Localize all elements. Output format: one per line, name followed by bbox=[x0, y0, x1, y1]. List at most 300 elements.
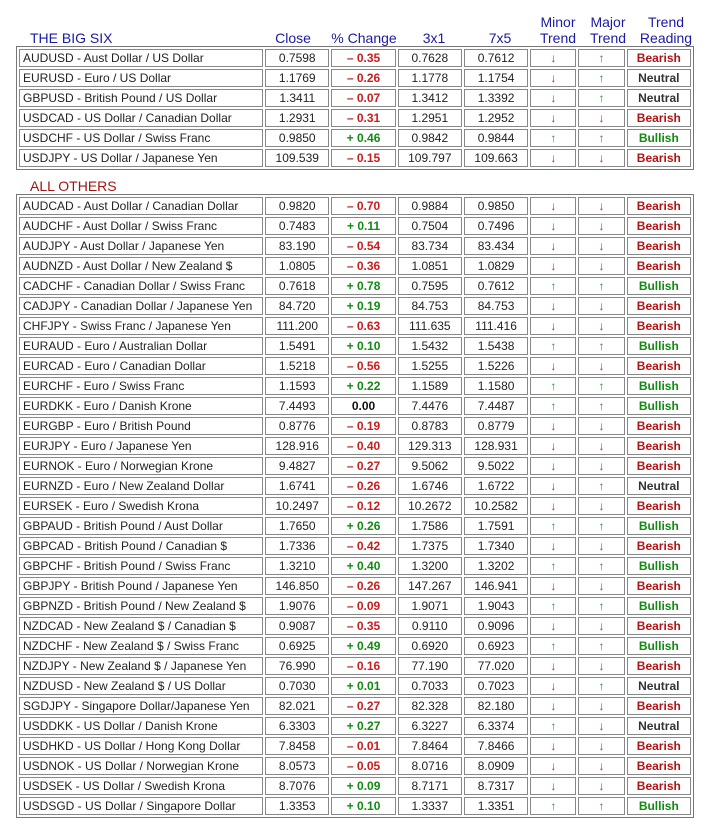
pair-cell: EURCAD - Euro / Canadian Dollar bbox=[19, 357, 263, 375]
change-cell: – 0.35 bbox=[331, 49, 395, 67]
down-arrow-icon: ↓ bbox=[530, 149, 576, 167]
table-row bbox=[19, 717, 691, 735]
down-arrow-icon: ↓ bbox=[578, 717, 624, 735]
change-cell: – 0.27 bbox=[331, 697, 395, 715]
table-row bbox=[19, 757, 691, 775]
table-row bbox=[19, 377, 691, 395]
pair-cell: USDSEK - US Dollar / Swedish Krona bbox=[19, 777, 263, 795]
trend-7x5-cell: 0.9850 bbox=[464, 197, 528, 215]
down-arrow-icon: ↓ bbox=[578, 497, 624, 515]
trend-reading-cell: Bearish bbox=[627, 417, 691, 435]
table-row bbox=[19, 217, 691, 235]
pair-cell: EURJPY - Euro / Japanese Yen bbox=[19, 437, 263, 455]
close-cell: 76.990 bbox=[265, 657, 329, 675]
close-cell: 0.7598 bbox=[265, 49, 329, 67]
down-arrow-icon: ↓ bbox=[530, 437, 576, 455]
trend-reading-cell: Bullish bbox=[627, 517, 691, 535]
down-arrow-icon: ↓ bbox=[530, 537, 576, 555]
down-arrow-icon: ↓ bbox=[530, 417, 576, 435]
col-header-change: % Change bbox=[331, 30, 397, 46]
pair-cell: NZDJPY - New Zealand $ / Japanese Yen bbox=[19, 657, 263, 675]
trend-3x1-cell: 0.8783 bbox=[398, 417, 462, 435]
change-cell: + 0.22 bbox=[331, 377, 395, 395]
down-arrow-icon: ↓ bbox=[578, 297, 624, 315]
down-arrow-icon: ↓ bbox=[530, 89, 576, 107]
down-arrow-icon: ↓ bbox=[530, 497, 576, 515]
table-row bbox=[19, 197, 691, 215]
trend-3x1-cell: 1.7586 bbox=[398, 517, 462, 535]
col-header-minor-2: Trend bbox=[539, 30, 577, 46]
trend-7x5-cell: 0.7023 bbox=[464, 677, 528, 695]
close-cell: 1.1769 bbox=[265, 69, 329, 87]
close-cell: 1.7650 bbox=[265, 517, 329, 535]
down-arrow-icon: ↓ bbox=[530, 677, 576, 695]
up-arrow-icon: ↑ bbox=[578, 597, 624, 615]
up-arrow-icon: ↑ bbox=[530, 377, 576, 395]
pair-cell: CADJPY - Canadian Dollar / Japanese Yen bbox=[19, 297, 263, 315]
down-arrow-icon: ↓ bbox=[578, 149, 624, 167]
up-arrow-icon: ↑ bbox=[530, 597, 576, 615]
close-cell: 0.7030 bbox=[265, 677, 329, 695]
trend-7x5-cell: 7.4487 bbox=[464, 397, 528, 415]
close-cell: 0.6925 bbox=[265, 637, 329, 655]
pair-cell: AUDJPY - Aust Dollar / Japanese Yen bbox=[19, 237, 263, 255]
trend-7x5-cell: 84.753 bbox=[464, 297, 528, 315]
trend-3x1-cell: 7.8464 bbox=[398, 737, 462, 755]
down-arrow-icon: ↓ bbox=[578, 777, 624, 795]
trend-3x1-cell: 82.328 bbox=[398, 697, 462, 715]
trend-7x5-cell: 7.8466 bbox=[464, 737, 528, 755]
change-cell: – 0.27 bbox=[331, 457, 395, 475]
trend-7x5-cell: 0.7612 bbox=[464, 277, 528, 295]
table-row bbox=[19, 657, 691, 675]
table-row bbox=[19, 109, 691, 127]
trend-7x5-cell: 82.180 bbox=[464, 697, 528, 715]
table-row bbox=[19, 49, 691, 67]
pair-cell: GBPCHF - British Pound / Swiss Franc bbox=[19, 557, 263, 575]
down-arrow-icon: ↓ bbox=[578, 197, 624, 215]
trend-7x5-cell: 1.5438 bbox=[464, 337, 528, 355]
trend-7x5-cell: 109.663 bbox=[464, 149, 528, 167]
pair-cell: EURUSD - Euro / US Dollar bbox=[19, 69, 263, 87]
trend-reading-cell: Bearish bbox=[627, 777, 691, 795]
down-arrow-icon: ↓ bbox=[578, 617, 624, 635]
all-others-table bbox=[16, 194, 694, 818]
trend-3x1-cell: 1.3200 bbox=[398, 557, 462, 575]
trend-7x5-cell: 10.2582 bbox=[464, 497, 528, 515]
table-row bbox=[19, 277, 691, 295]
pair-cell: AUDCAD - Aust Dollar / Canadian Dollar bbox=[19, 197, 263, 215]
pair-cell: GBPAUD - British Pound / Aust Dollar bbox=[19, 517, 263, 535]
trend-reading-cell: Bearish bbox=[627, 49, 691, 67]
change-cell: – 0.12 bbox=[331, 497, 395, 515]
down-arrow-icon: ↓ bbox=[530, 297, 576, 315]
trend-7x5-cell: 1.7340 bbox=[464, 537, 528, 555]
trend-3x1-cell: 9.5062 bbox=[398, 457, 462, 475]
trend-3x1-cell: 0.7595 bbox=[398, 277, 462, 295]
table-row bbox=[19, 777, 691, 795]
trend-7x5-cell: 1.1754 bbox=[464, 69, 528, 87]
trend-3x1-cell: 1.1778 bbox=[398, 69, 462, 87]
trend-reading-cell: Neutral bbox=[627, 677, 691, 695]
change-cell: – 0.15 bbox=[331, 149, 395, 167]
change-cell: – 0.16 bbox=[331, 657, 395, 675]
trend-reading-cell: Bullish bbox=[627, 337, 691, 355]
up-arrow-icon: ↑ bbox=[578, 49, 624, 67]
table-row bbox=[19, 517, 691, 535]
pair-cell: EURNZD - Euro / New Zealand Dollar bbox=[19, 477, 263, 495]
trend-3x1-cell: 147.267 bbox=[398, 577, 462, 595]
trend-7x5-cell: 0.7496 bbox=[464, 217, 528, 235]
trend-3x1-cell: 1.7375 bbox=[398, 537, 462, 555]
close-cell: 1.1593 bbox=[265, 377, 329, 395]
close-cell: 82.021 bbox=[265, 697, 329, 715]
trend-reading-cell: Bearish bbox=[627, 757, 691, 775]
trend-reading-cell: Neutral bbox=[627, 477, 691, 495]
down-arrow-icon: ↓ bbox=[530, 657, 576, 675]
change-cell: + 0.10 bbox=[331, 337, 395, 355]
trend-7x5-cell: 8.7317 bbox=[464, 777, 528, 795]
col-header-close: Close bbox=[275, 30, 311, 46]
pair-cell: AUDNZD - Aust Dollar / New Zealand $ bbox=[19, 257, 263, 275]
pair-cell: NZDCAD - New Zealand $ / Canadian $ bbox=[19, 617, 263, 635]
down-arrow-icon: ↓ bbox=[578, 237, 624, 255]
down-arrow-icon: ↓ bbox=[530, 777, 576, 795]
trend-7x5-cell: 77.020 bbox=[464, 657, 528, 675]
up-arrow-icon: ↑ bbox=[578, 637, 624, 655]
pair-cell: EURDKK - Euro / Danish Krone bbox=[19, 397, 263, 415]
pair-cell: EURSEK - Euro / Swedish Krona bbox=[19, 497, 263, 515]
trend-reading-cell: Bearish bbox=[627, 217, 691, 235]
close-cell: 0.9087 bbox=[265, 617, 329, 635]
down-arrow-icon: ↓ bbox=[530, 257, 576, 275]
close-cell: 1.9076 bbox=[265, 597, 329, 615]
trend-3x1-cell: 1.1589 bbox=[398, 377, 462, 395]
up-arrow-icon: ↑ bbox=[578, 277, 624, 295]
pair-cell: AUDUSD - Aust Dollar / US Dollar bbox=[19, 49, 263, 67]
close-cell: 1.3353 bbox=[265, 797, 329, 815]
trend-3x1-cell: 77.190 bbox=[398, 657, 462, 675]
down-arrow-icon: ↓ bbox=[578, 357, 624, 375]
down-arrow-icon: ↓ bbox=[530, 477, 576, 495]
change-cell: – 0.56 bbox=[331, 357, 395, 375]
trend-reading-cell: Bullish bbox=[627, 397, 691, 415]
trend-3x1-cell: 0.7628 bbox=[398, 49, 462, 67]
close-cell: 1.7336 bbox=[265, 537, 329, 555]
trend-reading-cell: Bullish bbox=[627, 277, 691, 295]
trend-reading-cell: Bearish bbox=[627, 657, 691, 675]
trend-7x5-cell: 0.9096 bbox=[464, 617, 528, 635]
trend-3x1-cell: 8.7171 bbox=[398, 777, 462, 795]
trend-reading-cell: Bearish bbox=[627, 617, 691, 635]
trend-reading-cell: Bearish bbox=[627, 197, 691, 215]
trend-7x5-cell: 111.416 bbox=[464, 317, 528, 335]
trend-reading-cell: Bearish bbox=[627, 357, 691, 375]
trend-7x5-cell: 1.7591 bbox=[464, 517, 528, 535]
close-cell: 7.8458 bbox=[265, 737, 329, 755]
down-arrow-icon: ↓ bbox=[530, 757, 576, 775]
change-cell: – 0.70 bbox=[331, 197, 395, 215]
close-cell: 1.0805 bbox=[265, 257, 329, 275]
column-header-row bbox=[0, 14, 710, 48]
trend-3x1-cell: 0.6920 bbox=[398, 637, 462, 655]
down-arrow-icon: ↓ bbox=[578, 317, 624, 335]
close-cell: 128.916 bbox=[265, 437, 329, 455]
table-row bbox=[19, 577, 691, 595]
pair-cell: USDDKK - US Dollar / Danish Krone bbox=[19, 717, 263, 735]
down-arrow-icon: ↓ bbox=[578, 737, 624, 755]
table-row bbox=[19, 797, 691, 815]
trend-3x1-cell: 7.4476 bbox=[398, 397, 462, 415]
trend-7x5-cell: 1.3392 bbox=[464, 89, 528, 107]
close-cell: 8.7076 bbox=[265, 777, 329, 795]
trend-3x1-cell: 83.734 bbox=[398, 237, 462, 255]
change-cell: + 0.10 bbox=[331, 797, 395, 815]
table-row bbox=[19, 477, 691, 495]
trend-3x1-cell: 1.3337 bbox=[398, 797, 462, 815]
trend-7x5-cell: 0.7612 bbox=[464, 49, 528, 67]
col-header-7x5: 7x5 bbox=[488, 30, 512, 46]
table-row bbox=[19, 149, 691, 167]
down-arrow-icon: ↓ bbox=[530, 197, 576, 215]
change-cell: – 0.63 bbox=[331, 317, 395, 335]
up-arrow-icon: ↑ bbox=[578, 337, 624, 355]
up-arrow-icon: ↑ bbox=[578, 89, 624, 107]
down-arrow-icon: ↓ bbox=[530, 357, 576, 375]
trend-3x1-cell: 84.753 bbox=[398, 297, 462, 315]
change-cell: – 0.01 bbox=[331, 737, 395, 755]
down-arrow-icon: ↓ bbox=[578, 757, 624, 775]
close-cell: 0.7618 bbox=[265, 277, 329, 295]
table-row bbox=[19, 597, 691, 615]
table-row bbox=[19, 497, 691, 515]
change-cell: + 0.01 bbox=[331, 677, 395, 695]
down-arrow-icon: ↓ bbox=[578, 437, 624, 455]
trend-3x1-cell: 1.9071 bbox=[398, 597, 462, 615]
trend-3x1-cell: 129.313 bbox=[398, 437, 462, 455]
change-cell: + 0.78 bbox=[331, 277, 395, 295]
trend-7x5-cell: 8.0909 bbox=[464, 757, 528, 775]
trend-7x5-cell: 1.3202 bbox=[464, 557, 528, 575]
change-cell: – 0.07 bbox=[331, 89, 395, 107]
change-cell: 0.00 bbox=[331, 397, 395, 415]
pair-cell: EURCHF - Euro / Swiss Franc bbox=[19, 377, 263, 395]
close-cell: 0.7483 bbox=[265, 217, 329, 235]
close-cell: 84.720 bbox=[265, 297, 329, 315]
pair-cell: SGDJPY - Singapore Dollar/Japanese Yen bbox=[19, 697, 263, 715]
change-cell: + 0.40 bbox=[331, 557, 395, 575]
close-cell: 111.200 bbox=[265, 317, 329, 335]
trend-3x1-cell: 1.5255 bbox=[398, 357, 462, 375]
pair-cell: USDSGD - US Dollar / Singapore Dollar bbox=[19, 797, 263, 815]
table-row bbox=[19, 537, 691, 555]
down-arrow-icon: ↓ bbox=[578, 657, 624, 675]
close-cell: 1.3411 bbox=[265, 89, 329, 107]
pair-cell: GBPUSD - British Pound / US Dollar bbox=[19, 89, 263, 107]
col-header-trend-1: Trend bbox=[647, 14, 685, 30]
close-cell: 8.0573 bbox=[265, 757, 329, 775]
up-arrow-icon: ↑ bbox=[530, 557, 576, 575]
up-arrow-icon: ↑ bbox=[530, 277, 576, 295]
table-row bbox=[19, 417, 691, 435]
table-row bbox=[19, 457, 691, 475]
trend-3x1-cell: 0.7504 bbox=[398, 217, 462, 235]
trend-7x5-cell: 9.5022 bbox=[464, 457, 528, 475]
change-cell: – 0.40 bbox=[331, 437, 395, 455]
trend-7x5-cell: 1.6722 bbox=[464, 477, 528, 495]
up-arrow-icon: ↑ bbox=[530, 397, 576, 415]
close-cell: 1.5218 bbox=[265, 357, 329, 375]
close-cell: 1.6741 bbox=[265, 477, 329, 495]
table-row bbox=[19, 69, 691, 87]
trend-3x1-cell: 111.635 bbox=[398, 317, 462, 335]
trend-reading-cell: Bullish bbox=[627, 637, 691, 655]
down-arrow-icon: ↓ bbox=[578, 537, 624, 555]
pair-cell: EURAUD - Euro / Australian Dollar bbox=[19, 337, 263, 355]
col-header-trend-2: Reading bbox=[639, 30, 693, 46]
close-cell: 83.190 bbox=[265, 237, 329, 255]
big-six-table bbox=[16, 46, 694, 170]
trend-3x1-cell: 0.9884 bbox=[398, 197, 462, 215]
close-cell: 1.2931 bbox=[265, 109, 329, 127]
change-cell: – 0.05 bbox=[331, 757, 395, 775]
down-arrow-icon: ↓ bbox=[578, 257, 624, 275]
trend-7x5-cell: 0.9844 bbox=[464, 129, 528, 147]
trend-3x1-cell: 0.9110 bbox=[398, 617, 462, 635]
up-arrow-icon: ↑ bbox=[578, 517, 624, 535]
change-cell: + 0.11 bbox=[331, 217, 395, 235]
up-arrow-icon: ↑ bbox=[530, 337, 576, 355]
up-arrow-icon: ↑ bbox=[530, 517, 576, 535]
change-cell: – 0.09 bbox=[331, 597, 395, 615]
pair-cell: NZDCHF - New Zealand $ / Swiss Franc bbox=[19, 637, 263, 655]
pair-cell: GBPJPY - British Pound / Japanese Yen bbox=[19, 577, 263, 595]
trend-3x1-cell: 1.6746 bbox=[398, 477, 462, 495]
change-cell: + 0.27 bbox=[331, 717, 395, 735]
table-row bbox=[19, 257, 691, 275]
down-arrow-icon: ↓ bbox=[530, 49, 576, 67]
col-header-minor-1: Minor bbox=[540, 14, 576, 30]
trend-reading-cell: Neutral bbox=[627, 89, 691, 107]
down-arrow-icon: ↓ bbox=[578, 697, 624, 715]
change-cell: + 0.26 bbox=[331, 517, 395, 535]
trend-reading-cell: Bearish bbox=[627, 109, 691, 127]
table-row bbox=[19, 617, 691, 635]
down-arrow-icon: ↓ bbox=[530, 617, 576, 635]
trend-7x5-cell: 1.9043 bbox=[464, 597, 528, 615]
down-arrow-icon: ↓ bbox=[530, 457, 576, 475]
trend-reading-cell: Bearish bbox=[627, 257, 691, 275]
change-cell: – 0.19 bbox=[331, 417, 395, 435]
down-arrow-icon: ↓ bbox=[578, 109, 624, 127]
close-cell: 0.9820 bbox=[265, 197, 329, 215]
trend-reading-cell: Bearish bbox=[627, 437, 691, 455]
pair-cell: GBPCAD - British Pound / Canadian $ bbox=[19, 537, 263, 555]
trend-7x5-cell: 1.3351 bbox=[464, 797, 528, 815]
trend-reading-cell: Bullish bbox=[627, 597, 691, 615]
change-cell: – 0.36 bbox=[331, 257, 395, 275]
big-six-title: THE BIG SIX bbox=[30, 30, 113, 46]
close-cell: 9.4827 bbox=[265, 457, 329, 475]
down-arrow-icon: ↓ bbox=[530, 217, 576, 235]
trend-3x1-cell: 1.5432 bbox=[398, 337, 462, 355]
trend-7x5-cell: 1.1580 bbox=[464, 377, 528, 395]
col-header-3x1: 3x1 bbox=[422, 30, 446, 46]
trend-3x1-cell: 10.2672 bbox=[398, 497, 462, 515]
down-arrow-icon: ↓ bbox=[530, 697, 576, 715]
table-row bbox=[19, 737, 691, 755]
close-cell: 0.9850 bbox=[265, 129, 329, 147]
down-arrow-icon: ↓ bbox=[530, 737, 576, 755]
table-row bbox=[19, 397, 691, 415]
pair-cell: EURNOK - Euro / Norwegian Krone bbox=[19, 457, 263, 475]
up-arrow-icon: ↑ bbox=[530, 129, 576, 147]
up-arrow-icon: ↑ bbox=[578, 797, 624, 815]
up-arrow-icon: ↑ bbox=[578, 477, 624, 495]
trend-reading-cell: Bullish bbox=[627, 377, 691, 395]
down-arrow-icon: ↓ bbox=[530, 237, 576, 255]
change-cell: – 0.54 bbox=[331, 237, 395, 255]
change-cell: + 0.46 bbox=[331, 129, 395, 147]
trend-7x5-cell: 128.931 bbox=[464, 437, 528, 455]
change-cell: – 0.31 bbox=[331, 109, 395, 127]
trend-reading-cell: Bullish bbox=[627, 797, 691, 815]
trend-reading-cell: Bullish bbox=[627, 557, 691, 575]
table-row bbox=[19, 337, 691, 355]
up-arrow-icon: ↑ bbox=[578, 129, 624, 147]
pair-cell: USDCHF - US Dollar / Swiss Franc bbox=[19, 129, 263, 147]
table-row bbox=[19, 297, 691, 315]
trend-3x1-cell: 1.3412 bbox=[398, 89, 462, 107]
trend-3x1-cell: 8.0716 bbox=[398, 757, 462, 775]
trend-7x5-cell: 0.8779 bbox=[464, 417, 528, 435]
pair-cell: USDJPY - US Dollar / Japanese Yen bbox=[19, 149, 263, 167]
trend-reading-cell: Bearish bbox=[627, 237, 691, 255]
trend-3x1-cell: 1.0851 bbox=[398, 257, 462, 275]
col-header-major-2: Trend bbox=[589, 30, 627, 46]
trend-reading-cell: Bearish bbox=[627, 297, 691, 315]
down-arrow-icon: ↓ bbox=[530, 317, 576, 335]
table-row bbox=[19, 89, 691, 107]
close-cell: 7.4493 bbox=[265, 397, 329, 415]
pair-cell: CADCHF - Canadian Dollar / Swiss Franc bbox=[19, 277, 263, 295]
close-cell: 6.3303 bbox=[265, 717, 329, 735]
trend-reading-cell: Bullish bbox=[627, 129, 691, 147]
pair-cell: GBPNZD - British Pound / New Zealand $ bbox=[19, 597, 263, 615]
up-arrow-icon: ↑ bbox=[530, 637, 576, 655]
trend-7x5-cell: 6.3374 bbox=[464, 717, 528, 735]
table-row bbox=[19, 637, 691, 655]
trend-3x1-cell: 6.3227 bbox=[398, 717, 462, 735]
pair-cell: CHFJPY - Swiss Franc / Japanese Yen bbox=[19, 317, 263, 335]
table-row bbox=[19, 317, 691, 335]
close-cell: 109.539 bbox=[265, 149, 329, 167]
table-row bbox=[19, 697, 691, 715]
trend-reading-cell: Bearish bbox=[627, 577, 691, 595]
change-cell: + 0.09 bbox=[331, 777, 395, 795]
change-cell: – 0.35 bbox=[331, 617, 395, 635]
pair-cell: NZDUSD - New Zealand $ / US Dollar bbox=[19, 677, 263, 695]
col-header-major-1: Major bbox=[590, 14, 626, 30]
close-cell: 0.8776 bbox=[265, 417, 329, 435]
trend-7x5-cell: 1.0829 bbox=[464, 257, 528, 275]
trend-reading-cell: Neutral bbox=[627, 717, 691, 735]
down-arrow-icon: ↓ bbox=[578, 417, 624, 435]
pair-cell: USDCAD - US Dollar / Canadian Dollar bbox=[19, 109, 263, 127]
change-cell: – 0.26 bbox=[331, 577, 395, 595]
change-cell: – 0.26 bbox=[331, 69, 395, 87]
down-arrow-icon: ↓ bbox=[530, 69, 576, 87]
